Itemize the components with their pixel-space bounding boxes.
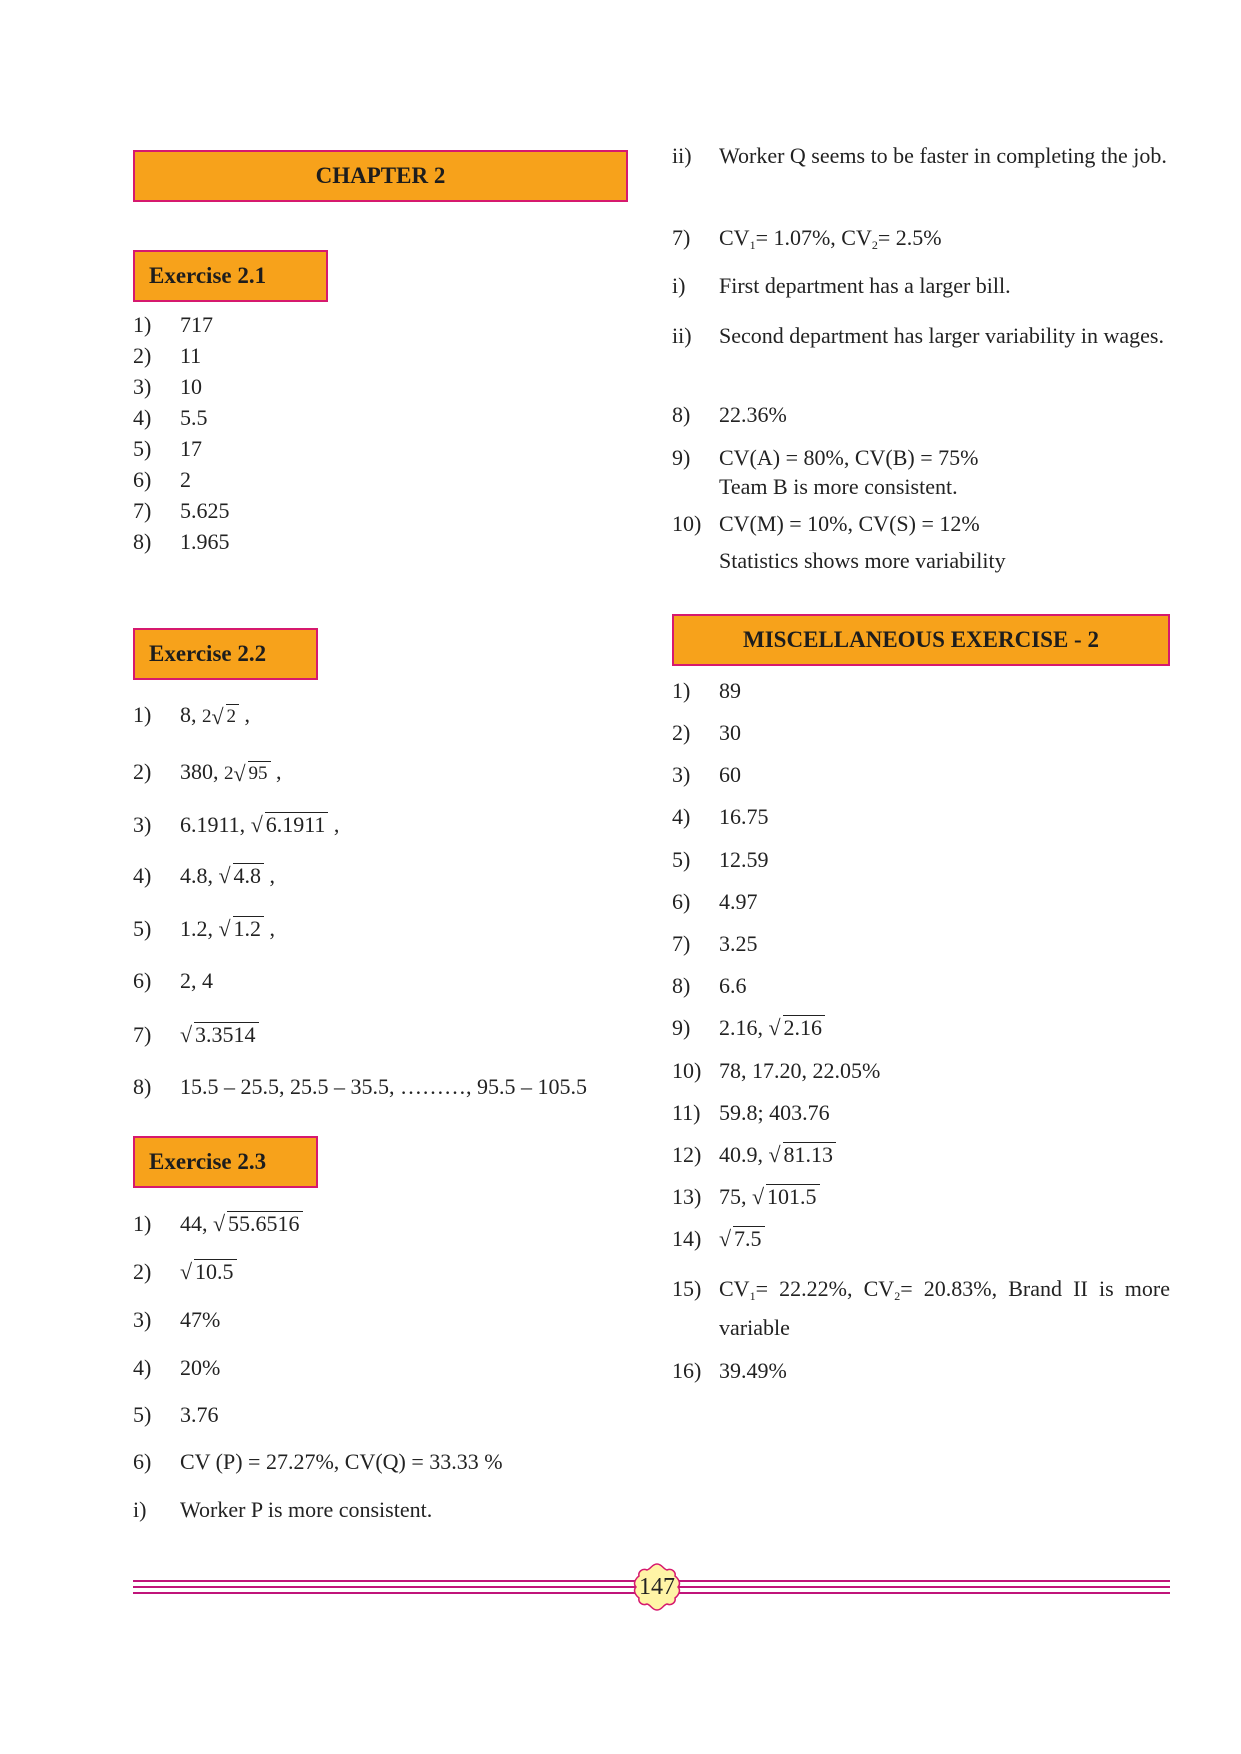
item-text — [719, 759, 1170, 791]
item-number: ii) — [672, 323, 692, 348]
item-number: 7) — [133, 1022, 152, 1047]
answer-value: 11 — [180, 343, 202, 368]
answer-value: 717 — [180, 312, 213, 337]
misc-exercise-heading — [672, 614, 1170, 666]
answer-value: 59.8; 403.76 — [719, 1100, 830, 1125]
item-text: First department has a larger bill. — [719, 273, 1011, 298]
answer-value: 2.16, — [719, 1015, 763, 1040]
answer-value: 44, — [180, 1211, 208, 1236]
answer-value: 12.59 — [719, 847, 769, 872]
item-number: 6) — [133, 1449, 152, 1474]
item-number: 2) — [672, 720, 691, 745]
item-text — [180, 309, 213, 341]
page-footer — [133, 1572, 1170, 1602]
square-root — [719, 1223, 765, 1255]
item-text — [180, 495, 230, 527]
answer-value: 6.6 — [719, 973, 747, 998]
item-number: 4) — [133, 405, 152, 430]
item-text — [719, 717, 1170, 749]
square-root — [219, 913, 265, 945]
item-number: 3) — [672, 762, 691, 787]
radicand: 101.5 — [766, 1184, 820, 1209]
item-number: 5) — [133, 916, 152, 941]
answer-value: 1.2, — [180, 916, 213, 941]
answer-value: 30 — [719, 720, 741, 745]
item-number: 7) — [672, 931, 691, 956]
item-number: 2) — [133, 343, 152, 368]
answer-value: 78, 17.20, 22.05% — [719, 1058, 881, 1083]
item-number: 3) — [133, 1307, 152, 1332]
item-text — [180, 433, 202, 465]
item-text — [719, 801, 1170, 833]
item-text — [719, 970, 1170, 1002]
exercise-2-3-title: Exercise 2.3 — [149, 1149, 267, 1174]
square-root — [219, 860, 265, 892]
item-number: 14) — [672, 1226, 702, 1251]
item-number: 4) — [672, 804, 691, 829]
item-text — [719, 1223, 1170, 1255]
item-text — [180, 464, 191, 496]
square-root — [180, 1019, 259, 1051]
item-text — [719, 1139, 1170, 1171]
item-text — [719, 1181, 1170, 1213]
item-number: 8) — [672, 402, 691, 427]
item-text — [180, 402, 208, 434]
item-number: 11) — [672, 1100, 701, 1125]
answer-value: 380, — [180, 759, 219, 784]
item-number: 1) — [672, 678, 691, 703]
item-text: Worker Q seems to be faster in completing the job. — [719, 143, 1167, 168]
cv-label: CV — [719, 225, 750, 250]
page-number-badge — [629, 1562, 685, 1612]
radicand: 6.1911 — [265, 812, 329, 837]
answer-value: 2 — [180, 467, 191, 492]
radicand: 95 — [248, 761, 271, 786]
radicand: 7.5 — [733, 1226, 765, 1251]
item-text — [180, 1304, 220, 1336]
chapter-title: CHAPTER 2 — [315, 163, 446, 188]
cv-value: = 20.83%, Brand II is more variable — [719, 1276, 1171, 1340]
item-number: 12) — [672, 1142, 702, 1167]
item-number: 8) — [133, 529, 152, 554]
punctuation: , — [269, 916, 275, 941]
item-number: 8) — [672, 973, 691, 998]
item-number: 13) — [672, 1184, 702, 1209]
exercise-2-3-heading — [133, 1136, 318, 1188]
item-text — [180, 1352, 220, 1384]
root-coefficient: 2 — [202, 706, 212, 727]
exercise-2-1-title: Exercise 2.1 — [149, 263, 267, 288]
item-number: 4) — [133, 863, 152, 888]
square-root — [234, 758, 271, 790]
item-number: 4) — [133, 1355, 152, 1380]
item-text — [180, 699, 250, 733]
item-text: 22.36% — [719, 402, 787, 427]
item-text — [719, 1012, 1170, 1044]
item-text — [719, 1097, 1170, 1129]
subscript: 1 — [749, 1289, 756, 1303]
item-text — [719, 844, 1170, 876]
answer-value: 15.5 – 25.5, 25.5 – 35.5, ………, 95.5 – 105.5 — [180, 1074, 587, 1099]
item-number: 3) — [133, 374, 152, 399]
item-text: CV(A) = 80%, CV(B) = 75% — [719, 445, 979, 470]
answer-value: 1.965 — [180, 529, 230, 554]
square-root — [769, 1012, 826, 1044]
punctuation: , — [333, 812, 340, 837]
subscript: 1 — [749, 238, 756, 252]
radicand: 4.8 — [233, 863, 265, 888]
exercise-2-2-title: Exercise 2.2 — [149, 641, 267, 666]
item-number: 9) — [672, 445, 691, 470]
item-number: ii) — [672, 143, 692, 168]
item-text — [719, 675, 1170, 707]
item-number: 6) — [133, 467, 152, 492]
answer-value: 75, — [719, 1184, 747, 1209]
square-root — [769, 1139, 837, 1171]
item-number: 7) — [133, 498, 152, 523]
punctuation: , — [244, 702, 250, 727]
item-number: 2) — [133, 759, 152, 784]
radicand: 55.6516 — [227, 1211, 303, 1236]
item-text: Statistics shows more variability — [719, 548, 1006, 573]
item-number: 6) — [672, 889, 691, 914]
subscript: 2 — [894, 1289, 901, 1303]
item-number: 7) — [672, 225, 691, 250]
answer-value: 3.76 — [180, 1402, 219, 1427]
item-number: 1) — [133, 702, 152, 727]
item-text — [180, 965, 213, 997]
item-number: 5) — [133, 436, 152, 461]
item-text — [180, 756, 282, 790]
misc-exercise-title: MISCELLANEOUS EXERCISE - 2 — [743, 627, 1099, 652]
item-number: 6) — [133, 968, 152, 993]
answer-value: 5.5 — [180, 405, 208, 430]
answer-value: 4.97 — [719, 889, 758, 914]
exercise-2-2-heading — [133, 628, 318, 680]
item-number: 9) — [672, 1015, 691, 1040]
item-text — [180, 1399, 219, 1431]
cv-label: CV — [719, 1276, 750, 1301]
answer-value: 4.8, — [180, 863, 213, 888]
item-text — [719, 928, 1170, 960]
item-number: 8) — [133, 1074, 152, 1099]
answer-value: 8, — [180, 702, 197, 727]
square-root — [752, 1181, 820, 1213]
radicand: 3.3514 — [194, 1022, 259, 1047]
item-number: 5) — [672, 847, 691, 872]
answer-value: 40.9, — [719, 1142, 763, 1167]
page-number: 147 — [639, 1574, 675, 1600]
answer-value: 16.75 — [719, 804, 769, 829]
item-number: 3) — [133, 812, 152, 837]
item-text — [180, 1208, 303, 1240]
radicand: 2 — [226, 704, 240, 729]
item-number: 1) — [133, 1211, 152, 1236]
answer-value: 3.25 — [719, 931, 758, 956]
item-text: CV(M) = 10%, CV(S) = 12% — [719, 511, 980, 536]
square-root — [180, 1256, 237, 1288]
item-text — [180, 913, 275, 945]
answer-value: 6.1911, — [180, 812, 246, 837]
answer-value: 60 — [719, 762, 741, 787]
subscript: 2 — [871, 238, 878, 252]
punctuation: , — [269, 863, 275, 888]
item-number: 10) — [672, 511, 702, 536]
punctuation: , — [276, 759, 282, 784]
item-text — [180, 1019, 259, 1051]
item-number: i) — [672, 273, 686, 298]
item-text — [180, 340, 201, 372]
cv-value: = 1.07%, CV — [755, 225, 872, 250]
square-root — [213, 1208, 303, 1240]
answer-value: 47% — [180, 1307, 221, 1332]
item-text: 39.49% — [719, 1358, 787, 1383]
answer-value: 20% — [180, 1355, 221, 1380]
radicand: 2.16 — [783, 1015, 826, 1040]
item-text: Team B is more consistent. — [719, 474, 958, 499]
radicand: 1.2 — [233, 916, 265, 941]
item-text — [719, 1273, 1170, 1344]
square-root — [212, 701, 240, 733]
item-text — [719, 1055, 1170, 1087]
item-text — [180, 809, 339, 841]
answer-value: 10 — [180, 374, 202, 399]
item-number: 10) — [672, 1058, 702, 1083]
answer-value: 5.625 — [180, 498, 230, 523]
cv-value: = 22.22%, CV — [755, 1276, 895, 1301]
item-text — [180, 1494, 432, 1526]
square-root — [251, 809, 329, 841]
item-text — [719, 886, 1170, 918]
item-number: 16) — [672, 1358, 702, 1383]
item-text — [180, 526, 230, 558]
answer-value: Worker P is more consistent. — [180, 1497, 433, 1522]
item-text — [180, 1256, 237, 1288]
item-number: 2) — [133, 1259, 152, 1284]
item-text — [180, 860, 275, 892]
answer-value: 17 — [180, 436, 202, 461]
item-number: i) — [133, 1497, 147, 1522]
answer-value: 2, 4 — [180, 968, 213, 993]
answer-value: CV (P) = 27.27%, CV(Q) = 33.33 % — [180, 1449, 503, 1474]
item-text — [180, 1071, 587, 1103]
chapter-heading — [133, 150, 628, 202]
item-text — [180, 371, 202, 403]
item-number: 15) — [672, 1276, 702, 1301]
item-number: 5) — [133, 1402, 152, 1427]
item-text — [180, 1446, 503, 1478]
answer-value: 89 — [719, 678, 741, 703]
item-number: 1) — [133, 312, 152, 337]
item-text: Second department has larger variability in wages. — [719, 323, 1164, 348]
item-text — [719, 222, 1170, 261]
exercise-2-1-heading — [133, 250, 328, 302]
cv-value: = 2.5% — [877, 225, 942, 250]
radicand: 81.13 — [783, 1142, 837, 1167]
root-coefficient: 2 — [224, 763, 234, 784]
radicand: 10.5 — [194, 1259, 237, 1284]
